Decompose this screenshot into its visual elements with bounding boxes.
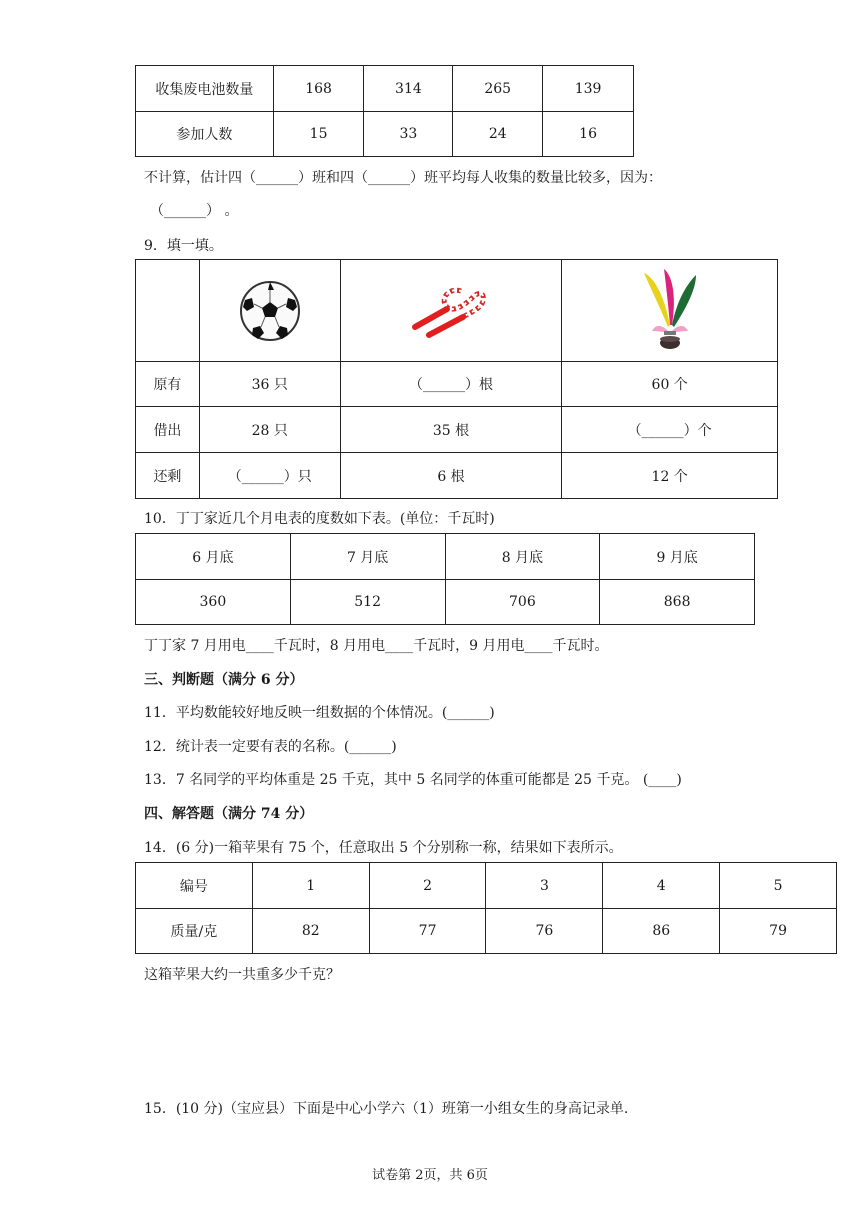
table-cell: 35 根 [340, 407, 562, 453]
column-header: 2 [369, 863, 486, 909]
column-header: 7 月底 [290, 534, 445, 580]
table-cell: 77 [369, 909, 486, 954]
table-cell: 82 [252, 909, 369, 954]
shuttlecock-icon [562, 267, 777, 355]
table-cell: 16 [543, 112, 634, 157]
q10-question: 丁丁家 7 月用电____千瓦时，8 月用电____千瓦时，9 月用电____千瓦时。 [144, 638, 609, 654]
table-cell [340, 260, 562, 362]
table-cell: 314 [364, 66, 453, 112]
empty-corner-cell [136, 260, 200, 362]
table-row [136, 362, 778, 407]
column-header: 1 [252, 863, 369, 909]
q14-title: 14．(6 分)一箱苹果有 75 个，任意取出 5 个分别称一称，结果如下表所示。 [144, 840, 623, 856]
q11-item: 11．平均数能较好地反映一组数据的个体情况。(______) [144, 705, 495, 721]
table-row [136, 580, 755, 625]
q8-text-line1: 不计算，估计四（______）班和四（______）班平均每人收集的数量比较多，因为： [144, 170, 662, 186]
table-cell: 139 [543, 66, 634, 112]
table-cell: 60 个 [562, 362, 778, 407]
q14-question: 这箱苹果大约一共重多少千克？ [144, 967, 340, 983]
table-cell: 265 [453, 66, 543, 112]
table-cell: 86 [603, 909, 720, 954]
page-footer: 试卷第 2页，共 6页 [372, 1168, 488, 1183]
q12-item: 12．统计表一定要有表的名称。(______) [144, 739, 397, 755]
table-cell: 6 根 [340, 453, 562, 499]
q9-title: 9．填一填。 [144, 238, 223, 254]
apple-weight-table [135, 862, 837, 954]
row-label: 收集废电池数量 [136, 66, 274, 112]
table-cell[interactable]: （______）个 [562, 407, 778, 453]
table-cell [562, 260, 778, 362]
table-cell[interactable]: （______）只 [199, 453, 340, 499]
table-cell: 24 [453, 112, 543, 157]
column-header: 8 月底 [445, 534, 600, 580]
soccer-ball-icon [200, 280, 340, 342]
row-label: 还剩 [136, 453, 200, 499]
row-label: 借出 [136, 407, 200, 453]
table-row [136, 909, 837, 954]
column-header: 4 [603, 863, 720, 909]
table-row [136, 112, 634, 157]
column-header: 6 月底 [136, 534, 291, 580]
row-label: 编号 [136, 863, 253, 909]
jump-rope-icon [341, 283, 562, 339]
table-cell: 706 [445, 580, 600, 625]
table-cell: 36 只 [199, 362, 340, 407]
row-label: 质量/克 [136, 909, 253, 954]
table-cell: 168 [273, 66, 364, 112]
q8-text-line2: （______） 。 [150, 203, 239, 219]
table-cell: 79 [720, 909, 837, 954]
table-cell: 33 [364, 112, 453, 157]
table-cell[interactable]: （______）根 [340, 362, 562, 407]
table-cell: 512 [290, 580, 445, 625]
table-cell: 12 个 [562, 453, 778, 499]
table-cell: 360 [136, 580, 291, 625]
row-label: 原有 [136, 362, 200, 407]
electricity-meter-table [135, 533, 755, 625]
table-cell: 28 只 [199, 407, 340, 453]
column-header: 9 月底 [600, 534, 755, 580]
table-row [136, 260, 778, 362]
table-row [136, 66, 634, 112]
table-cell: 868 [600, 580, 755, 625]
table-row [136, 863, 837, 909]
section4-heading: 四、解答题（满分 74 分） [144, 806, 314, 822]
q10-title: 10．丁丁家近几个月电表的度数如下表。(单位：千瓦时) [144, 511, 495, 527]
column-header: 5 [720, 863, 837, 909]
q13-item: 13．7 名同学的平均体重是 25 千克，其中 5 名同学的体重可能都是 25 千克。 (____) [144, 772, 682, 788]
fill-in-table [135, 259, 778, 499]
battery-collection-table [135, 65, 634, 157]
table-row [136, 534, 755, 580]
table-cell [199, 260, 340, 362]
table-row [136, 453, 778, 499]
row-label: 参加人数 [136, 112, 274, 157]
table-row [136, 407, 778, 453]
column-header: 3 [486, 863, 603, 909]
table-cell: 76 [486, 909, 603, 954]
section3-heading: 三、判断题（满分 6 分） [144, 672, 304, 688]
q15-title: 15．(10 分)（宝应县）下面是中心小学六（1）班第一小组女生的身高记录单. [144, 1101, 629, 1117]
table-cell: 15 [273, 112, 364, 157]
